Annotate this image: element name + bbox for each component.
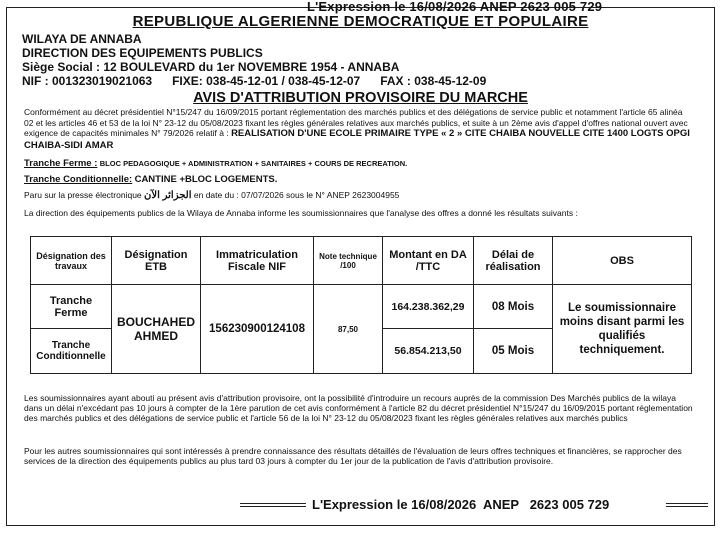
etb-cell: BOUCHAHED AHMED [112, 285, 201, 374]
montant-cond-cell: 56.854.213,50 [383, 329, 474, 374]
tranche-ferme-cell: Tranche Ferme [31, 285, 112, 329]
table-header-row [31, 237, 692, 285]
footer-rule-left [240, 503, 306, 507]
informe-line: La direction des équipements publics de la Wilaya de Annaba informe les soumissionnaires que l'analyse des offres a donné les résultats suivants : [24, 208, 578, 218]
tranche-cond-line [24, 174, 277, 185]
recours-paragraph: Les soumissionnaires ayant abouti au présent avis d'attribution provisoire, ont la possibilité d'introduire un recours auprès de la commission Des Marchés publics de la wilaya dans un délai n'excédant pas 10 jours à compter de la 1ère parution de cet avis conformément à l'article 82 du décret présidentiel N°15/247 du 16/09/2015 portant réglementation des marchés publics et des délégations de service public et l'article 56 de la loi N° 23-12 du 05/08/2023 fixant les règles générales relatives aux marchés publics [24, 393, 693, 424]
header-wilaya: WILAYA DE ANNABA [22, 32, 142, 46]
header-siege: Siège Social : 12 BOULEVARD du 1er NOVEMBRE 1954 - ANNABA [22, 60, 400, 74]
col-note: Note technique /100 [314, 237, 383, 285]
delai-cond-cell: 05 Mois [474, 329, 553, 374]
nif-cell: 156230900124108 [201, 285, 314, 374]
footer-rule-right [666, 503, 708, 507]
delai-ferme-cell: 08 Mois [474, 285, 553, 329]
col-obs: OBS [553, 237, 692, 285]
col-delai: Délai de réalisation [474, 237, 553, 285]
table-row [31, 285, 692, 329]
note-cell: 87,50 [314, 285, 383, 374]
intro-object: REALISATION D'UNE ECOLE PRIMAIRE TYPE « 2 » CITE CHAIBA NOUVELLE CITE 1400 LOGTS OPGI CHAIBA-SIDI AMAR [24, 128, 690, 151]
tranche-cond-cell: Tranche Conditionnelle [31, 329, 112, 374]
header-direction: DIRECTION DES EQUIPEMENTS PUBLICS [22, 46, 263, 60]
tranche-cond-text: CANTINE +BLOC LOGEMENTS. [134, 174, 278, 185]
montant-ferme-cell: 164.238.362,29 [383, 285, 474, 329]
obs-cell: Le soumissionnaire moins disant parmi les qualifiés techniquement. [553, 285, 692, 374]
tranche-ferme-line [24, 158, 407, 169]
avis-title: AVIS D'ATTRIBUTION PROVISOIRE DU MARCHE [193, 90, 528, 106]
col-designation-travaux: Désignation des travaux [31, 237, 112, 285]
top-cut-footer: L'Expression le 16/08/2026 ANEP 2623 005 729 [307, 0, 603, 14]
col-nif: Immatriculation Fiscale NIF [201, 237, 314, 285]
tranche-ferme-text: BLOC PEDAGOGIQUE + ADMINISTRATION + SANITAIRES + COURS DE RECREATION. [99, 159, 408, 168]
intro-paragraph [24, 107, 694, 151]
intro-text: Conformément au décret présidentiel N°15/247 du 16/09/2015 portant réglementation des marchés publics et des délégations de service public et notamment l'article 65 alinéa 02 et les articles 46 et 53 de la loi N° 23-12 du 05/08/2023 fixant les règles générales relatives aux marchés publics, et suite à un 2ème avis d'appel d'offres national ouvert avec exigence de capacités minimales N° 79/2026 relatif à : [24, 107, 688, 138]
parution-suffix: en date du : 07/07/2026 sous le N° ANEP 2623004955 [193, 190, 400, 200]
results-table [30, 236, 692, 374]
footer-publication: L'Expression le 16/08/2026 ANEP 2623 005 729 [312, 497, 610, 512]
col-montant: Montant en DA /TTC [383, 237, 474, 285]
tranche-ferme-label: Tranche Ferme : [24, 158, 98, 169]
col-designation-etb: Désignation ETB [112, 237, 201, 285]
autres-paragraph: Pour les autres soumissionnaires qui sont intéressés à prendre connaissance des résultats détaillés de l'évaluation de leurs offres techniques et financières, se rapprocher des services de la direction des équipements publics au plus tard 03 jours à compter du 1er jour de la publication de l'avis d'attribution provisoire. [24, 446, 682, 467]
parution-arabic: الجزائر الآن [144, 190, 192, 201]
parution-line [24, 190, 399, 201]
tranche-cond-label: Tranche Conditionnelle: [24, 174, 133, 185]
notice-title: REPUBLIQUE ALGERIENNE DEMOCRATIQUE ET POPULAIRE [132, 13, 589, 30]
parution-prefix: Paru sur la presse électronique [24, 190, 142, 200]
header-nif: NIF : 001323019021063 FIXE: 038-45-12-01 / 038-45-12-07 FAX : 038-45-12-09 [22, 74, 487, 88]
